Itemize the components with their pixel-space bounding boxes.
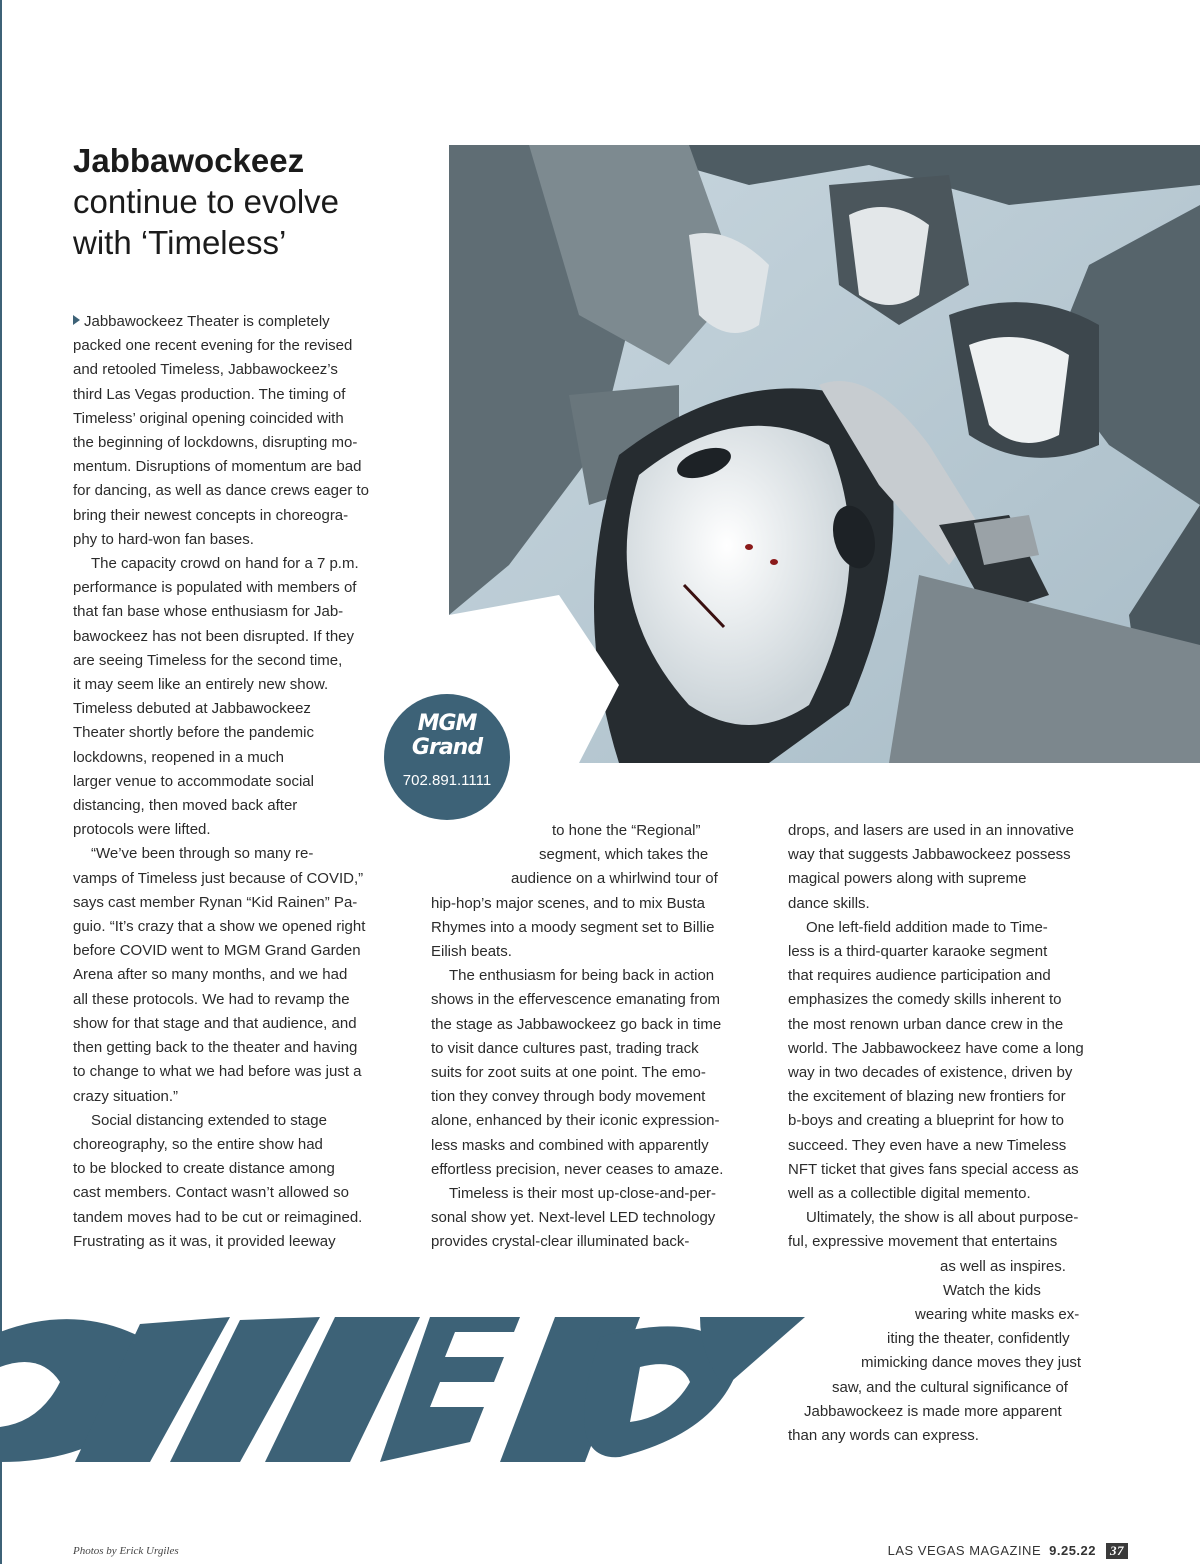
magazine-name: LAS VEGAS MAGAZINE (887, 1543, 1042, 1558)
logo-line-1: MGM (417, 711, 477, 736)
article-line: b-boys and creating a blueprint for how to (788, 1112, 1064, 1130)
article-line: audience on a whirlwind tour of (511, 870, 718, 888)
article-line: alone, enhanced by their iconic expression- (431, 1112, 720, 1130)
article-line: drops, and lasers are used in an innovative (788, 822, 1075, 839)
article-line: and retooled Timeless, Jabbawockeez’s (73, 361, 338, 379)
article-line: ful, expressive movement that entertains (788, 1233, 1058, 1251)
article-line: effortless precision, never ceases to amaze. (431, 1160, 724, 1178)
headline-line-2: continue to evolve (73, 183, 340, 220)
decorative-wordmark (0, 1312, 820, 1467)
article-line: Jabbawockeez Theater is completely (73, 310, 369, 334)
article-line: “We’ve been through so many re- (91, 845, 314, 863)
article-line: NFT ticket that gives fans special access as (788, 1160, 1079, 1178)
article-line: Timeless is their most up-close-and-per- (449, 1185, 717, 1203)
article-line: world. The Jabbawockeez have come a long (788, 1039, 1084, 1057)
article-line: third Las Vegas production. The timing of (73, 385, 346, 403)
start-marker-icon (73, 315, 80, 325)
article-line: performance is populated with members of (73, 579, 357, 597)
article-line: that fan base whose enthusiasm for Jab- (73, 603, 344, 621)
article-line: Frustrating as it was, it provided leeway (73, 1232, 336, 1250)
article-line: way that suggests Jabbawockeez possess (788, 846, 1071, 864)
article-line: Watch the kids (943, 1281, 1041, 1299)
article-line: to visit dance cultures past, trading track (431, 1039, 699, 1057)
article-column-3 (788, 819, 1084, 1448)
article-line: The capacity crowd on hand for a 7 p.m. (91, 555, 359, 573)
masked-dancers-photo (449, 145, 1200, 763)
article-line: for dancing, as well as dance crews eager to (73, 482, 369, 500)
article-line: Timeless’ original opening coincided with (73, 409, 344, 427)
article-line: it may seem like an entirely new show. (73, 676, 329, 694)
article-line: One left-field addition made to Time- (806, 918, 1048, 936)
article-line: crazy situation.” (73, 1087, 179, 1105)
article-column-2 (431, 819, 723, 1255)
article-line: succeed. They even have a new Timeless (788, 1136, 1067, 1154)
headline (73, 140, 413, 263)
article-line: wearing white masks ex- (915, 1306, 1080, 1324)
article-line: protocols were lifted. (73, 821, 211, 839)
article-line: shows in the effervescence emanating from (431, 991, 721, 1009)
article-line: the most renown urban dance crew in the (788, 1015, 1064, 1033)
article-line: hip-hop’s major scenes, and to mix Busta (431, 894, 706, 912)
article-column-1 (73, 310, 369, 1254)
article-line: Rhymes into a moody segment set to Billie (431, 918, 715, 936)
article-line: Social distancing extended to stage (91, 1111, 327, 1129)
article-line: tion they convey through body movement (431, 1088, 706, 1106)
article-line: phy to hard-won fan bases. (73, 530, 254, 548)
article-line: than any words can express. (788, 1427, 979, 1445)
article-line: provides crystal-clear illuminated back- (431, 1233, 690, 1251)
article-line: Eilish beats. (431, 943, 512, 961)
article-line: the stage as Jabbawockeez go back in time (431, 1015, 722, 1033)
article-line: bawockeez has not been disrupted. If they (73, 627, 355, 645)
article-line: mentum. Disruptions of momentum are bad (73, 458, 362, 476)
article-line: magical powers along with supreme (788, 870, 1027, 888)
article-line: larger venue to accommodate social (73, 772, 314, 790)
article-line: vamps of Timeless just because of COVID,” (73, 869, 364, 887)
mgm-grand-logo (384, 712, 510, 760)
article-line: the beginning of lockdowns, disrupting mo- (73, 434, 358, 452)
article-line: tandem moves had to be cut or reimagined. (73, 1208, 363, 1226)
article-line: well as a collectible digital memento. (788, 1185, 1031, 1203)
article-line: way in two decades of existence, driven by (788, 1064, 1073, 1082)
article-line: choreography, so the entire show had (73, 1135, 323, 1153)
article-line: bring their newest concepts in choreogra- (73, 506, 349, 524)
article-line: iting the theater, confidently (887, 1330, 1070, 1348)
article-line: emphasizes the comedy skills inherent to (788, 991, 1062, 1009)
article-line: the excitement of blazing new frontiers for (788, 1088, 1066, 1106)
logo-line-2: Grand (411, 735, 483, 760)
article-line: saw, and the cultural significance of (832, 1378, 1068, 1396)
article-line: all these protocols. We had to revamp the (73, 990, 350, 1008)
article-line: as well as inspires. (940, 1257, 1066, 1275)
venue-phone: 702.891.1111 (402, 772, 492, 789)
article-line: then getting back to the theater and having (73, 1039, 358, 1057)
article-line: mimicking dance moves they just (861, 1354, 1082, 1372)
article-line: segment, which takes the (539, 846, 709, 864)
article-line: says cast member Rynan “Kid Rainen” Pa- (73, 893, 358, 911)
article-line: are seeing Timeless for the second time, (73, 651, 343, 669)
article-line: cast members. Contact wasn’t allowed so (73, 1184, 349, 1202)
article-line: Theater shortly before the pandemic (73, 724, 314, 742)
headline-bold: Jabbawockeez (73, 142, 305, 179)
article-line: to be blocked to create distance among (73, 1160, 335, 1178)
article-line: show for that stage and that audience, and (73, 1014, 357, 1032)
article-line: to hone the “Regional” (552, 822, 701, 839)
issue-date: 9.25.22 (1049, 1543, 1096, 1558)
page-footer (888, 1543, 1128, 1559)
article-line: Jabbawockeez is made more apparent (804, 1402, 1062, 1420)
article-line: Ultimately, the show is all about purpose- (806, 1209, 1079, 1227)
article-line: that requires audience participation and (788, 967, 1051, 985)
article-line: suits for zoot suits at one point. The emo- (431, 1064, 706, 1082)
article-line: packed one recent evening for the revised (73, 337, 353, 355)
article-line: less masks and combined with apparently (431, 1136, 709, 1154)
venue-badge (384, 694, 510, 820)
article-line: to change to what we had before was just a (73, 1063, 362, 1081)
article-line: before COVID went to MGM Grand Garden (73, 942, 361, 960)
article-line: Timeless debuted at Jabbawockeez (73, 700, 311, 718)
article-line: Arena after so many months, and we had (73, 966, 348, 984)
photo-credit: Photos by Erick Urgiles (73, 1545, 179, 1557)
article-line: distancing, then moved back after (73, 797, 298, 815)
article-line: dance skills. (788, 894, 870, 912)
article-line: sonal show yet. Next-level LED technology (431, 1209, 716, 1227)
article-line: less is a third-quarter karaoke segment (788, 943, 1048, 961)
article-line: guio. “It’s crazy that a show we opened right (73, 918, 366, 936)
page-number: 37 (1106, 1543, 1128, 1559)
headline-line-3: with ‘Timeless’ (73, 224, 287, 261)
article-line: The enthusiasm for being back in action (449, 967, 715, 985)
article-line: lockdowns, reopened in a much (73, 748, 284, 766)
